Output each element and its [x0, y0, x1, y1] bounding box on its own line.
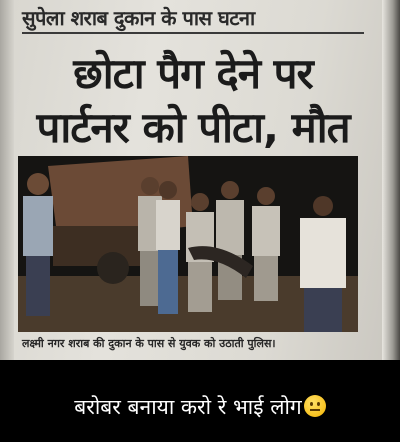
meme-caption-text: बरोबर बनाया करो रे भाई लोग: [74, 395, 302, 419]
man-jeans: [156, 181, 180, 314]
news-photo-illustration: [18, 156, 358, 332]
paper-shadow-left: [0, 0, 14, 360]
article-kicker: सुपेला शराब दुकान के पास घटना: [22, 4, 364, 34]
headline-line-1: छोटा पैग देने पर: [73, 49, 313, 98]
paper-fold-right: [382, 0, 400, 360]
neutral-face-icon: [304, 395, 326, 417]
photo-caption: लक्ष्मी नगर शराब की दुकान के पास से युवक को उठाती पुलिस।: [22, 337, 276, 350]
meme-caption: [74, 393, 325, 421]
news-photo: [18, 156, 358, 332]
meme-caption-banner: [0, 372, 400, 442]
headline-line-2: पार्टनर को पीटा, मौत: [36, 103, 350, 152]
